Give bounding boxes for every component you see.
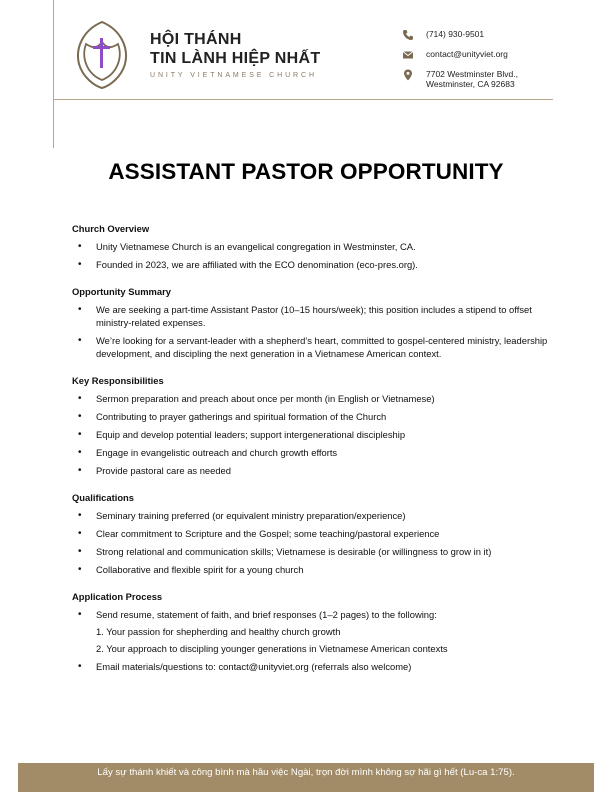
bullet-list (72, 240, 552, 271)
email-address: contact@unityviet.org (426, 49, 508, 59)
sublist-item: 1. Your passion for shepherding and healthy church growth (96, 626, 341, 637)
list-item: • Clear commitment to Scripture and the Gospel; some teaching/pastoral experience (72, 527, 552, 540)
list-item-text: • Send resume, statement of faith, and brief responses (1–2 pages) to the following: (96, 609, 437, 620)
footer-verse-banner (18, 763, 594, 792)
contact-address (402, 69, 518, 89)
list-item: • Provide pastoral care as needed (72, 464, 552, 477)
bullet-list (72, 509, 552, 576)
list-item: • Contributing to prayer gatherings and spiritual formation of the Church (72, 410, 552, 423)
section-qualifications (72, 491, 552, 576)
list-item: • We’re looking for a servant-leader with a shepherd’s heart, committed to gospel-centered ministry, leadership development, and discipling the next generation in a Vietnamese American context. (72, 334, 552, 360)
phone-number: (714) 930-9501 (426, 29, 485, 39)
list-item: • Strong relational and communication skills; Vietnamese is desirable (or willingness to grow in it) (72, 545, 552, 558)
section-heading: Key Responsibilities (72, 375, 164, 386)
contact-phone (402, 29, 518, 41)
section-heading: Church Overview (72, 223, 150, 234)
list-item: • Sermon preparation and preach about once per month (in English or Vietnamese) (72, 392, 552, 405)
contact-block (402, 29, 518, 97)
list-item: • Collaborative and flexible spirit for a young church (72, 563, 552, 576)
list-item: • We are seeking a part-time Assistant Pastor (10–15 hours/week); this position includes a stipend to offset ministry-related expenses. (72, 303, 552, 329)
church-name-english: UNITY VIETNAMESE CHURCH (150, 72, 317, 79)
section-heading: Opportunity Summary (72, 286, 171, 297)
location-pin-icon (402, 69, 414, 81)
logo-cross-icon (69, 18, 135, 90)
bullet-list (72, 303, 552, 360)
list-item: • Seminary training preferred (or equivalent ministry preparation/experience) (72, 509, 552, 522)
bullet-list (72, 608, 552, 673)
section-heading: Qualifications (72, 492, 134, 503)
mail-icon (402, 49, 414, 61)
section-church-overview (72, 222, 552, 271)
contact-email (402, 49, 518, 61)
list-item: • Email materials/questions to: contact@unityviet.org (referrals also welcome) (72, 660, 552, 673)
sublist-item: 2. Your approach to discipling younger generations in Vietnamese American contexts (96, 643, 448, 654)
church-name-line1: HỘI THÁNH (150, 31, 242, 48)
phone-icon (402, 29, 414, 41)
list-item (72, 608, 552, 655)
list-item: • Engage in evangelistic outreach and church growth efforts (72, 446, 552, 459)
footer-verse: Lấy sự thánh khiết và công bình mà hầu việc Ngài, trọn đời mình không sợ hãi gì hết (Lu-ca 1:75). (97, 767, 515, 778)
page-title: ASSISTANT PASTOR OPPORTUNITY (108, 159, 504, 184)
document-body (72, 222, 552, 687)
list-item: • Unity Vietnamese Church is an evangelical congregation in Westminster, CA. (72, 240, 552, 253)
section-heading: Application Process (72, 591, 163, 602)
section-application-process (72, 590, 552, 673)
header-horizontal-rule (53, 99, 553, 100)
bullet-list (72, 392, 552, 477)
header-vertical-rule (53, 0, 54, 148)
list-item: • Founded in 2023, we are affiliated with the ECO denomination (eco-pres.org). (72, 258, 552, 271)
section-key-responsibilities (72, 374, 552, 477)
address-line2: Westminster, CA 92683 (426, 79, 515, 89)
section-opportunity-summary (72, 285, 552, 360)
list-item: • Equip and develop potential leaders; support intergenerational discipleship (72, 428, 552, 441)
church-name (150, 30, 320, 68)
street-address (426, 69, 518, 89)
numbered-sublist (96, 625, 552, 655)
address-line1: 7702 Westminster Blvd., (426, 69, 518, 79)
church-name-line2: TIN LÀNH HIỆP NHẤT (150, 50, 321, 67)
